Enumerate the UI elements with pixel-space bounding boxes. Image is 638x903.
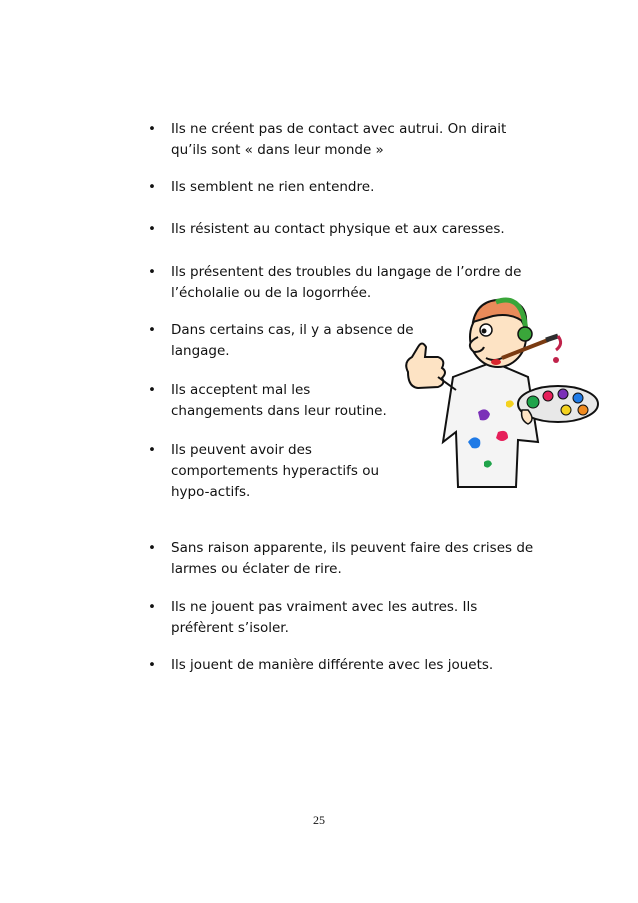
bullet-icon: • bbox=[148, 382, 156, 398]
list-item-line: Ils jouent de manière différente avec les jouets. bbox=[171, 657, 494, 673]
list-item-line: Ils ne créent pas de contact avec autrui. On dirait bbox=[171, 121, 507, 137]
page-number: 25 bbox=[313, 813, 325, 827]
painter-with-palette-icon bbox=[398, 292, 603, 492]
list-item-line: préfèrent s’isoler. bbox=[171, 620, 289, 636]
bullet-icon: • bbox=[148, 221, 156, 237]
list-item-line: Ils peuvent avoir des bbox=[171, 442, 312, 458]
list-item-line: changements dans leur routine. bbox=[171, 403, 387, 419]
list-item-line: larmes ou éclater de rire. bbox=[171, 561, 342, 577]
bullet-icon: • bbox=[148, 264, 156, 280]
list-item-line: hypo-actifs. bbox=[171, 484, 251, 500]
list-item-line: Ils ne jouent pas vraiment avec les autres. Ils bbox=[171, 599, 478, 615]
bullet-icon: • bbox=[148, 179, 156, 195]
list-item-line: Ils résistent au contact physique et aux caresses. bbox=[171, 221, 505, 237]
list-item-line: l’écholalie ou de la logorrhée. bbox=[171, 285, 372, 301]
list-item-line: Ils présentent des troubles du langage de l’ordre de bbox=[171, 264, 522, 280]
list-item-line: langage. bbox=[171, 343, 230, 359]
list-item-line: Sans raison apparente, ils peuvent faire des crises de bbox=[171, 540, 534, 556]
bullet-icon: • bbox=[148, 540, 156, 556]
bullet-icon: • bbox=[148, 442, 156, 458]
bullet-icon: • bbox=[148, 121, 156, 137]
list-item-line: comportements hyperactifs ou bbox=[171, 463, 380, 479]
bullet-icon: • bbox=[148, 599, 156, 615]
list-item-line: Dans certains cas, il y a absence de bbox=[171, 322, 414, 338]
list-item-line: Ils acceptent mal les bbox=[171, 382, 311, 398]
list-item-line: qu’ils sont « dans leur monde » bbox=[171, 142, 384, 158]
list-item-line: Ils semblent ne rien entendre. bbox=[171, 179, 375, 195]
bullet-icon: • bbox=[148, 322, 156, 338]
bullet-icon: • bbox=[148, 657, 156, 673]
